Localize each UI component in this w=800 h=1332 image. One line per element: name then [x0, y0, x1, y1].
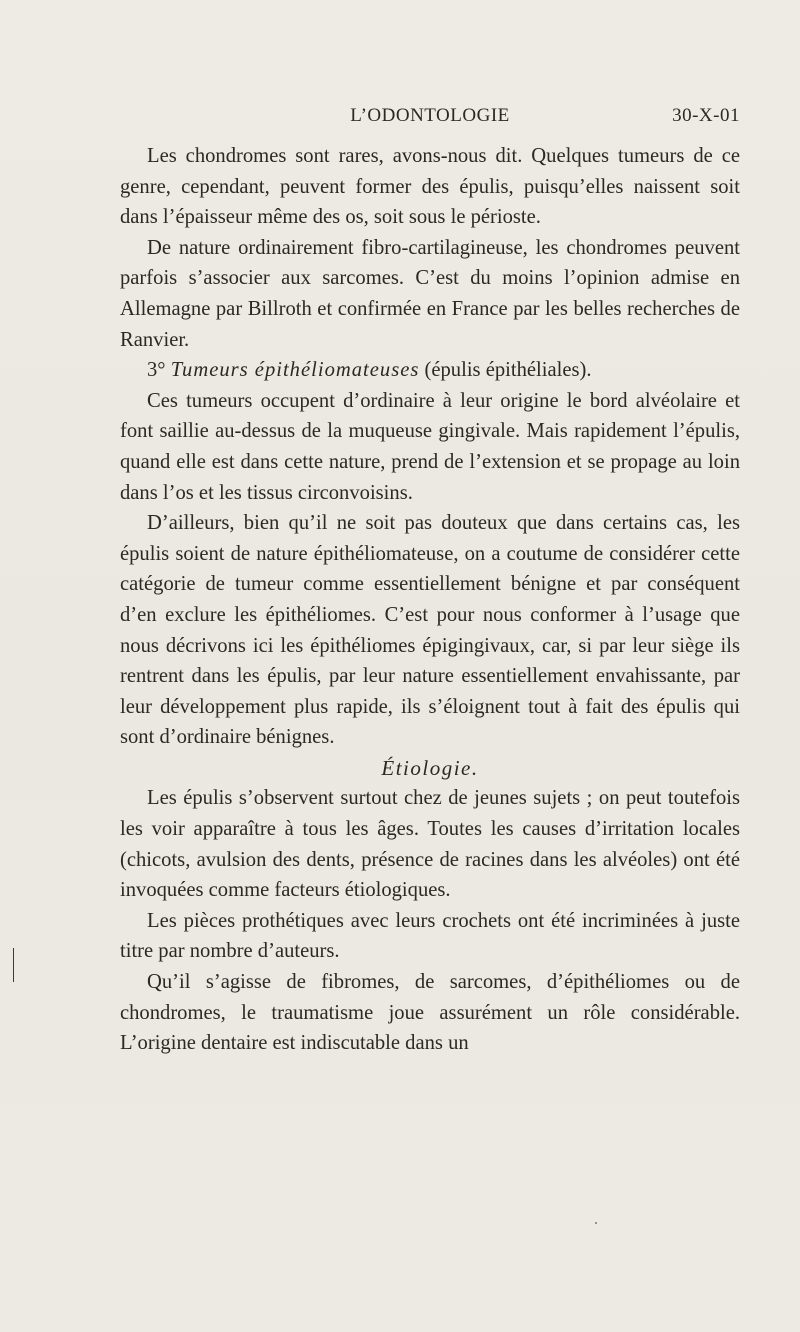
paragraph-traumatisme: Qu’il s’agisse de fibromes, de sarcomes, d’épithéliomes ou de chondromes, le traumatisme joue assurément un rôle considérable. L’origine dentaire est indiscutable dans un: [120, 971, 740, 1055]
section-title: Tumeurs épithéliomateuses: [170, 359, 420, 382]
running-title: L’ODONTOLOGIE: [350, 105, 510, 126]
paragraph-dailleurs: D’ailleurs, bien qu’il ne soit pas douteux que dans certains cas, les épulis soient de nature épithéliomateuse, on a coutume de considérer cette catégorie de tumeur comme essentiellement bénigne et par conséquent d’en exclure les épithéliomes. C’est pour nous conformer à l’usage que nous décrivons ici les épithéliomes épigingivaux, car, si par leur siège ils rentrent dans les épulis, par leur nature essentiellement envahissante, par leur développement plus rapide, ils s’éloignent tout à fait des épulis qui sont d’ordinaire bénignes.: [120, 512, 740, 749]
paragraph-tumeurs-occupent: Ces tumeurs occupent d’ordinaire à leur origine le bord alvéolaire et font saillie au-dessus de la muqueuse gingivale. Mais rapidement l’épulis, quand elle est dans cette nature, prend de l’extension et se propage au loin dans l’os et les tissus circonvoisins.: [120, 389, 740, 504]
page-header: [120, 105, 740, 135]
header-date: 30-X-01: [672, 105, 740, 126]
heading-etiologie: Étiologie.: [381, 755, 479, 780]
paper-speck: [595, 1222, 597, 1224]
paragraph-pieces-prothetiques: Les pièces prothétiques avec leurs crochets ont été incriminées à juste titre par nombre d’auteurs.: [120, 909, 740, 963]
paragraph-section-3: [120, 355, 740, 386]
margin-mark: [13, 948, 14, 982]
section-subtitle: (épulis épithéliales).: [424, 359, 592, 382]
paragraph-epulis-observent: Les épulis s’observent surtout chez de jeunes sujets ; on peut toutefois les voir apparaître à tous les âges. Toutes les causes d’irritation locales (chicots, avulsion des dents, présence de racines dans les alvéoles) ont été invoquées comme facteurs étiologiques.: [120, 787, 740, 902]
body-text: [120, 141, 740, 1059]
section-number: 3°: [147, 359, 166, 382]
paragraph-chondromes: Les chondromes sont rares, avons-nous dit. Quelques tumeurs de ce genre, cependant, peuvent former des épulis, puisqu’elles naissent soit dans l’épaisseur même des os, soit sous le périoste.: [120, 145, 740, 229]
paragraph-fibro-cartilagineuse: De nature ordinairement fibro-cartilagineuse, les chondromes peuvent parfois s’associer aux sarcomes. C’est du moins l’opinion admise en Allemagne par Billroth et confirmée en France par les belles recherches de Ranvier.: [120, 236, 740, 351]
